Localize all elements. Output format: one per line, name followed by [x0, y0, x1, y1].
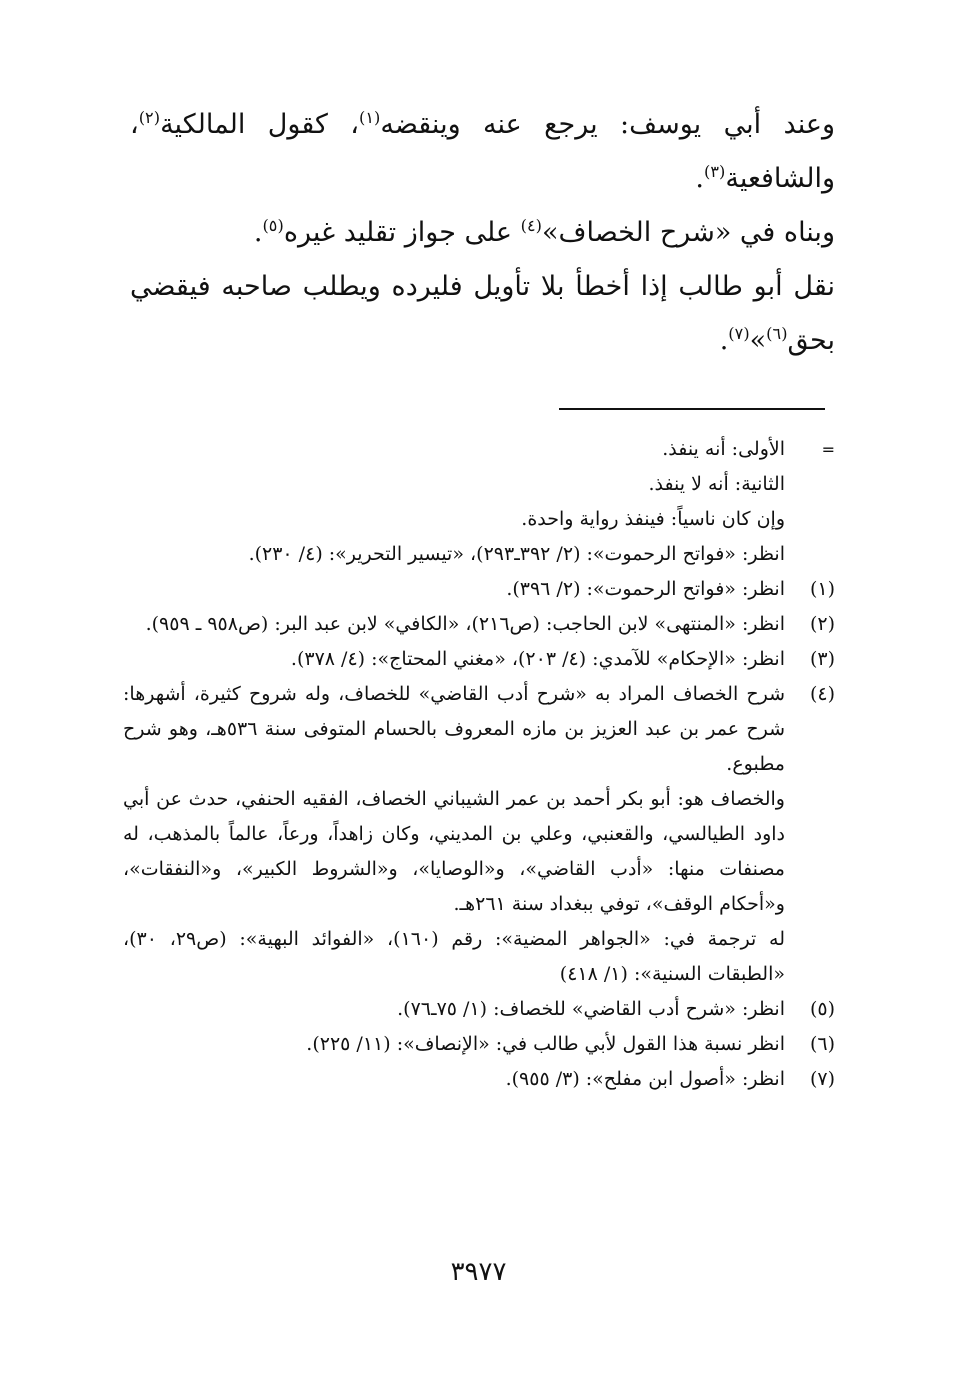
footnote-number: (٦)	[809, 1033, 835, 1055]
para1-text-b: ، كقول المالكية	[160, 109, 360, 140]
para3-text-c: .	[719, 325, 729, 356]
footnote-body: انظر نسبة هذا القول لأبي طالب في: «الإنصاف»: (١١/ ٢٢٥).	[306, 1033, 785, 1055]
footnote-divider	[559, 408, 825, 410]
para3-text-a: نقل أبو طالب إذا أخطأ بلا تأويل فليرده ويطلب صاحبه فيقضي بحق	[130, 271, 835, 356]
footnote-number: (١)	[809, 578, 835, 600]
footnote-ref-1[interactable]: (١)	[359, 108, 381, 127]
footnote-1	[123, 572, 835, 607]
main-paragraph-2	[130, 206, 835, 260]
footnote-7	[123, 1062, 835, 1097]
footnote-number: (٧)	[809, 1068, 835, 1090]
footnote-ref-3[interactable]: (٣)	[704, 162, 726, 181]
footnote-body: انظر: «أصول ابن مفلح»: (٣/ ٩٥٥).	[505, 1068, 785, 1090]
footnote-2	[123, 607, 835, 642]
footnote-body: انظر: «شرح أدب القاضي» للخصاف: (١/ ٧٥ـ٧٦).	[397, 998, 785, 1020]
para1-text-c: ، والشافعية	[130, 109, 835, 194]
footnote-6	[123, 1027, 835, 1062]
footnote-body: انظر: «الإحكام» للآمدي: (٤/ ٢٠٣)، «مغني المحتاج»: (٤/ ٣٧٨).	[290, 648, 785, 670]
continuation-body	[123, 432, 785, 572]
footnote-ref-7[interactable]: (٧)	[728, 324, 750, 343]
continuation-line: الثانية: أنه لا ينفذ.	[648, 473, 785, 495]
continuation-line: وإن كان ناسياً: فينفذ رواية واحدة.	[521, 508, 785, 530]
footnote-continuation	[123, 432, 835, 572]
footnote-ref-6[interactable]: (٦)	[766, 324, 788, 343]
continuation-line: انظر: «فواتح الرحموت»: (٢/ ٣٩٢ـ٢٩٣)، «تيسير التحرير»: (٤/ ٢٣٠).	[248, 543, 785, 565]
footnote-ref-5[interactable]: (٥)	[262, 216, 284, 235]
footnote-ref-4[interactable]: (٤)	[520, 216, 542, 235]
footnotes-section	[123, 432, 835, 1097]
main-paragraph-1	[130, 98, 835, 206]
footnote-5	[123, 992, 835, 1027]
footnote-4-biography: والخصاف هو: أبو بكر أحمد بن عمر الشيباني الخصاف، الفقيه الحنفي، حدث عن أبي داود الطيالسي، والقعنبي، وعلي بن المديني، وكان زاهداً، ورعاً، عالماً بالمذهب، له مصنفات منها: «أدب القاضي»، و«الوصايا»، و«الشروط الكبير»، و«النفقات»، و«أحكام الوقف»، توفي ببغداد سنة ٢٦١هـ.	[123, 788, 785, 915]
para1-text-a: وعند أبي يوسف: يرجع عنه وينقضه	[380, 109, 835, 140]
para3-text-b: »	[749, 325, 767, 356]
para1-text-d: .	[695, 163, 704, 194]
footnote-number: (٢)	[809, 613, 835, 635]
footnote-ref-2[interactable]: (٢)	[138, 108, 161, 127]
footnote-4	[123, 677, 835, 782]
continuation-line: الأولى: أنه ينفذ.	[662, 438, 785, 460]
main-paragraph-3	[130, 260, 835, 368]
para2-text-a: وبناه في «شرح الخصاف»	[541, 217, 835, 248]
footnote-4-references: له ترجمة في: «الجواهر المضية»: رقم (١٦٠)، «الفوائد البهية»: (ص٢٩، ٣٠)، «الطبقات السنية»: (١/ ٤١٨)	[123, 928, 785, 985]
footnote-3	[123, 642, 835, 677]
footnote-body: شرح الخصاف المراد به «شرح أدب القاضي» للخصاف، وله شروح كثيرة، أشهرها: شرح عمر بن عبد العزيز بن مازه المعروف بالحسام المتوفى سنة ٥٣٦هـ، وهو شرح مطبوع.	[123, 683, 785, 775]
continuation-marker: =	[821, 440, 835, 459]
para2-text-b: على جواز تقليد غيره	[283, 217, 521, 248]
footnote-number: (٣)	[809, 648, 835, 670]
footnote-number: (٥)	[809, 998, 835, 1020]
footnote-body: انظر: «المنتهى» لابن الحاجب: (ص٢١٦)، «الكافي» لابن عبد البر: (ص٩٥٨ ـ ٩٥٩).	[145, 613, 785, 635]
para2-text-c: .	[253, 217, 263, 248]
main-text	[130, 98, 835, 368]
footnote-number: (٤)	[809, 683, 835, 705]
footnote-body: انظر: «فواتح الرحموت»: (٢/ ٣٩٦).	[506, 578, 785, 600]
page-number: ٣٩٧٧	[450, 1257, 507, 1287]
